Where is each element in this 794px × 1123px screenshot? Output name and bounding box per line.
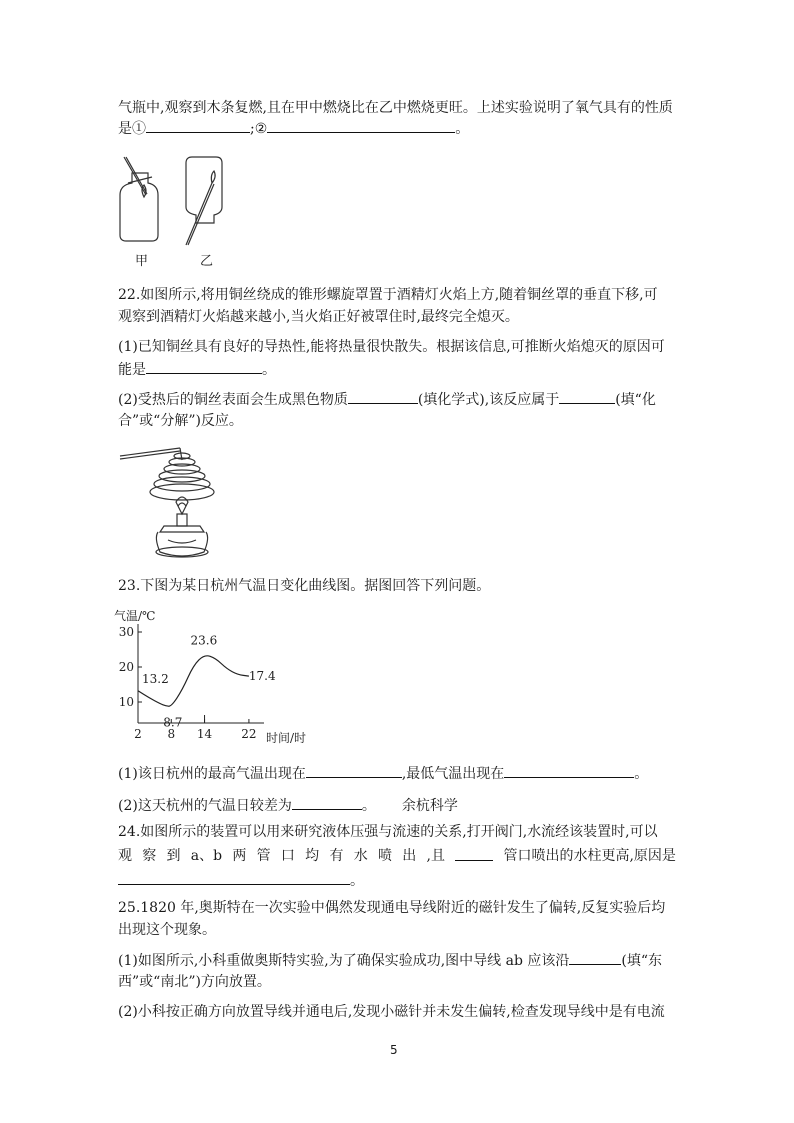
y-tick-label: 20 <box>118 660 134 674</box>
q22-part1-line2 <box>118 359 276 380</box>
q23-part2-b: 。 <box>361 798 376 814</box>
q25-intro-2: 出现这个现象。 <box>118 922 216 938</box>
q25-part1-a: (1)如图所示,小科重做奥斯特实验,为了确保实验成功,图中导线 ab 应该沿 <box>118 953 570 969</box>
q24-line1-after: 管口喷出的水柱更高,原因是 <box>503 848 676 864</box>
q24-line2-end: 。 <box>350 873 364 889</box>
q25-part1-line2: 西”或“南北”)方向放置。 <box>118 974 271 990</box>
q24-word: 水 <box>353 848 368 864</box>
data-label: 17.4 <box>248 669 276 684</box>
q22-part2-b: (填化学式),该反应属于 <box>417 392 560 408</box>
q21-mid: ;② <box>250 121 268 137</box>
q25-part2-line1: (2)小科按正确方向放置导线并通电后,发现小磁针并未发生偏转,检查发现导线中是有电流 <box>118 1004 665 1020</box>
x-tick-label: 22 <box>241 727 257 741</box>
q25-blank-1[interactable] <box>569 950 621 965</box>
q21-prefix: 是① <box>118 121 146 137</box>
q24-blank-1[interactable] <box>455 846 493 861</box>
q22-part2-line2: 合”或“分解”)反应。 <box>118 413 243 429</box>
q24-line0: 24.如图所示的装置可以用来研究液体压强与流速的关系,打开阀门,水流经该装置时,可以 <box>118 824 658 840</box>
q22-blank-3[interactable] <box>559 389 615 404</box>
q24-word: 察 <box>142 848 157 864</box>
q24-word: a、b <box>190 848 223 864</box>
y-tick-label: 30 <box>118 625 134 639</box>
q22-part1-end: 。 <box>262 362 276 378</box>
q23-part1-a: (1)该日杭州的最高气温出现在 <box>118 766 306 782</box>
page-number: 5 <box>390 1043 398 1057</box>
q24-line1 <box>118 846 676 866</box>
q24-word: 口 <box>280 848 295 864</box>
q22-part2-line1 <box>118 389 656 410</box>
q23-blank-2[interactable] <box>504 763 634 778</box>
data-label: 8.7 <box>163 715 183 730</box>
x-tick-label: 14 <box>196 727 213 741</box>
q24-word: 到 <box>166 848 181 864</box>
copper-coil-lamp-figure <box>118 442 218 568</box>
q25-intro-1: 25.1820 年,奥斯特在一次实验中偶然发现通电导线附近的磁针发生了偏转,反复实验后均 <box>118 900 666 916</box>
q22-blank-1[interactable] <box>146 359 262 374</box>
q22-intro-2: 观察到酒精灯火焰越来越小,当火焰正好被罩住时,最终完全熄灭。 <box>118 309 519 325</box>
q22-blank-2[interactable] <box>348 389 418 404</box>
label-jia: 甲 <box>135 254 149 269</box>
q25-part1-b: (填“东 <box>621 953 663 969</box>
q23-part2 <box>118 795 458 816</box>
q22-part1-line1: (1)已知铜丝具有良好的导热性,能将热量很快散失。根据该信息,可推断火焰熄灭的原因可 <box>118 339 665 355</box>
q21-line1: 气瓶中,观察到木条复燃,且在甲中燃烧比在乙中燃烧更旺。上述实验说明了氧气具有的性质 <box>118 100 673 116</box>
q23-blank-3[interactable] <box>292 795 362 810</box>
q22-part2-c: (填“化 <box>615 392 656 408</box>
q24-word: 有 <box>329 848 344 864</box>
q25-part1-line1 <box>118 950 662 971</box>
q23-part1-b: ,最低气温出现在 <box>401 766 505 782</box>
y-axis-label: 气温/℃ <box>114 609 156 623</box>
q23-watermark-text: 余杭科学 <box>401 798 458 814</box>
gas-bottles-figure <box>116 153 228 265</box>
y-tick-label: 10 <box>118 695 134 709</box>
temperature-chart <box>112 606 322 748</box>
data-label: 13.2 <box>142 671 169 686</box>
q24-word: 喷 <box>377 848 392 864</box>
q24-word: ,且 <box>426 848 445 864</box>
data-label: 23.6 <box>190 633 218 648</box>
q22-intro-1: 22.如图所示,将用铜丝绕成的锥形螺旋罩置于酒精灯火焰上方,随着铜丝罩的垂直下移,可 <box>118 287 658 303</box>
q23-part1-end: 。 <box>634 766 649 782</box>
q21-blank-2[interactable] <box>267 118 455 133</box>
q24-word: 出 <box>402 848 417 864</box>
q23-part2-a: (2)这天杭州的气温日较差为 <box>118 798 292 814</box>
q23-intro: 23.下图为某日杭州气温日变化曲线图。据图回答下列问题。 <box>118 578 491 594</box>
q24-blank-2[interactable] <box>118 870 350 885</box>
q24-justified-line <box>118 846 676 866</box>
q21-end: 。 <box>455 121 470 137</box>
q24-line2 <box>118 870 364 891</box>
q24-word: 观 <box>118 848 132 864</box>
q21-line2 <box>118 118 469 139</box>
q23-blank-1[interactable] <box>306 763 402 778</box>
q24-word: 均 <box>305 848 320 864</box>
q24-word: 管 <box>256 848 271 864</box>
x-tick-label: 2 <box>134 727 142 741</box>
q21-blank-1[interactable] <box>146 118 250 133</box>
x-axis-label: 时间/时 <box>266 731 307 745</box>
q24-word: 两 <box>232 848 247 864</box>
q23-part1 <box>118 763 648 784</box>
label-yi: 乙 <box>200 254 214 269</box>
x-tick-label: 8 <box>167 727 176 741</box>
q22-part2-a: (2)受热后的铜丝表面会生成黑色物质 <box>118 392 348 408</box>
q22-part1-prefix: 能是 <box>118 362 146 378</box>
